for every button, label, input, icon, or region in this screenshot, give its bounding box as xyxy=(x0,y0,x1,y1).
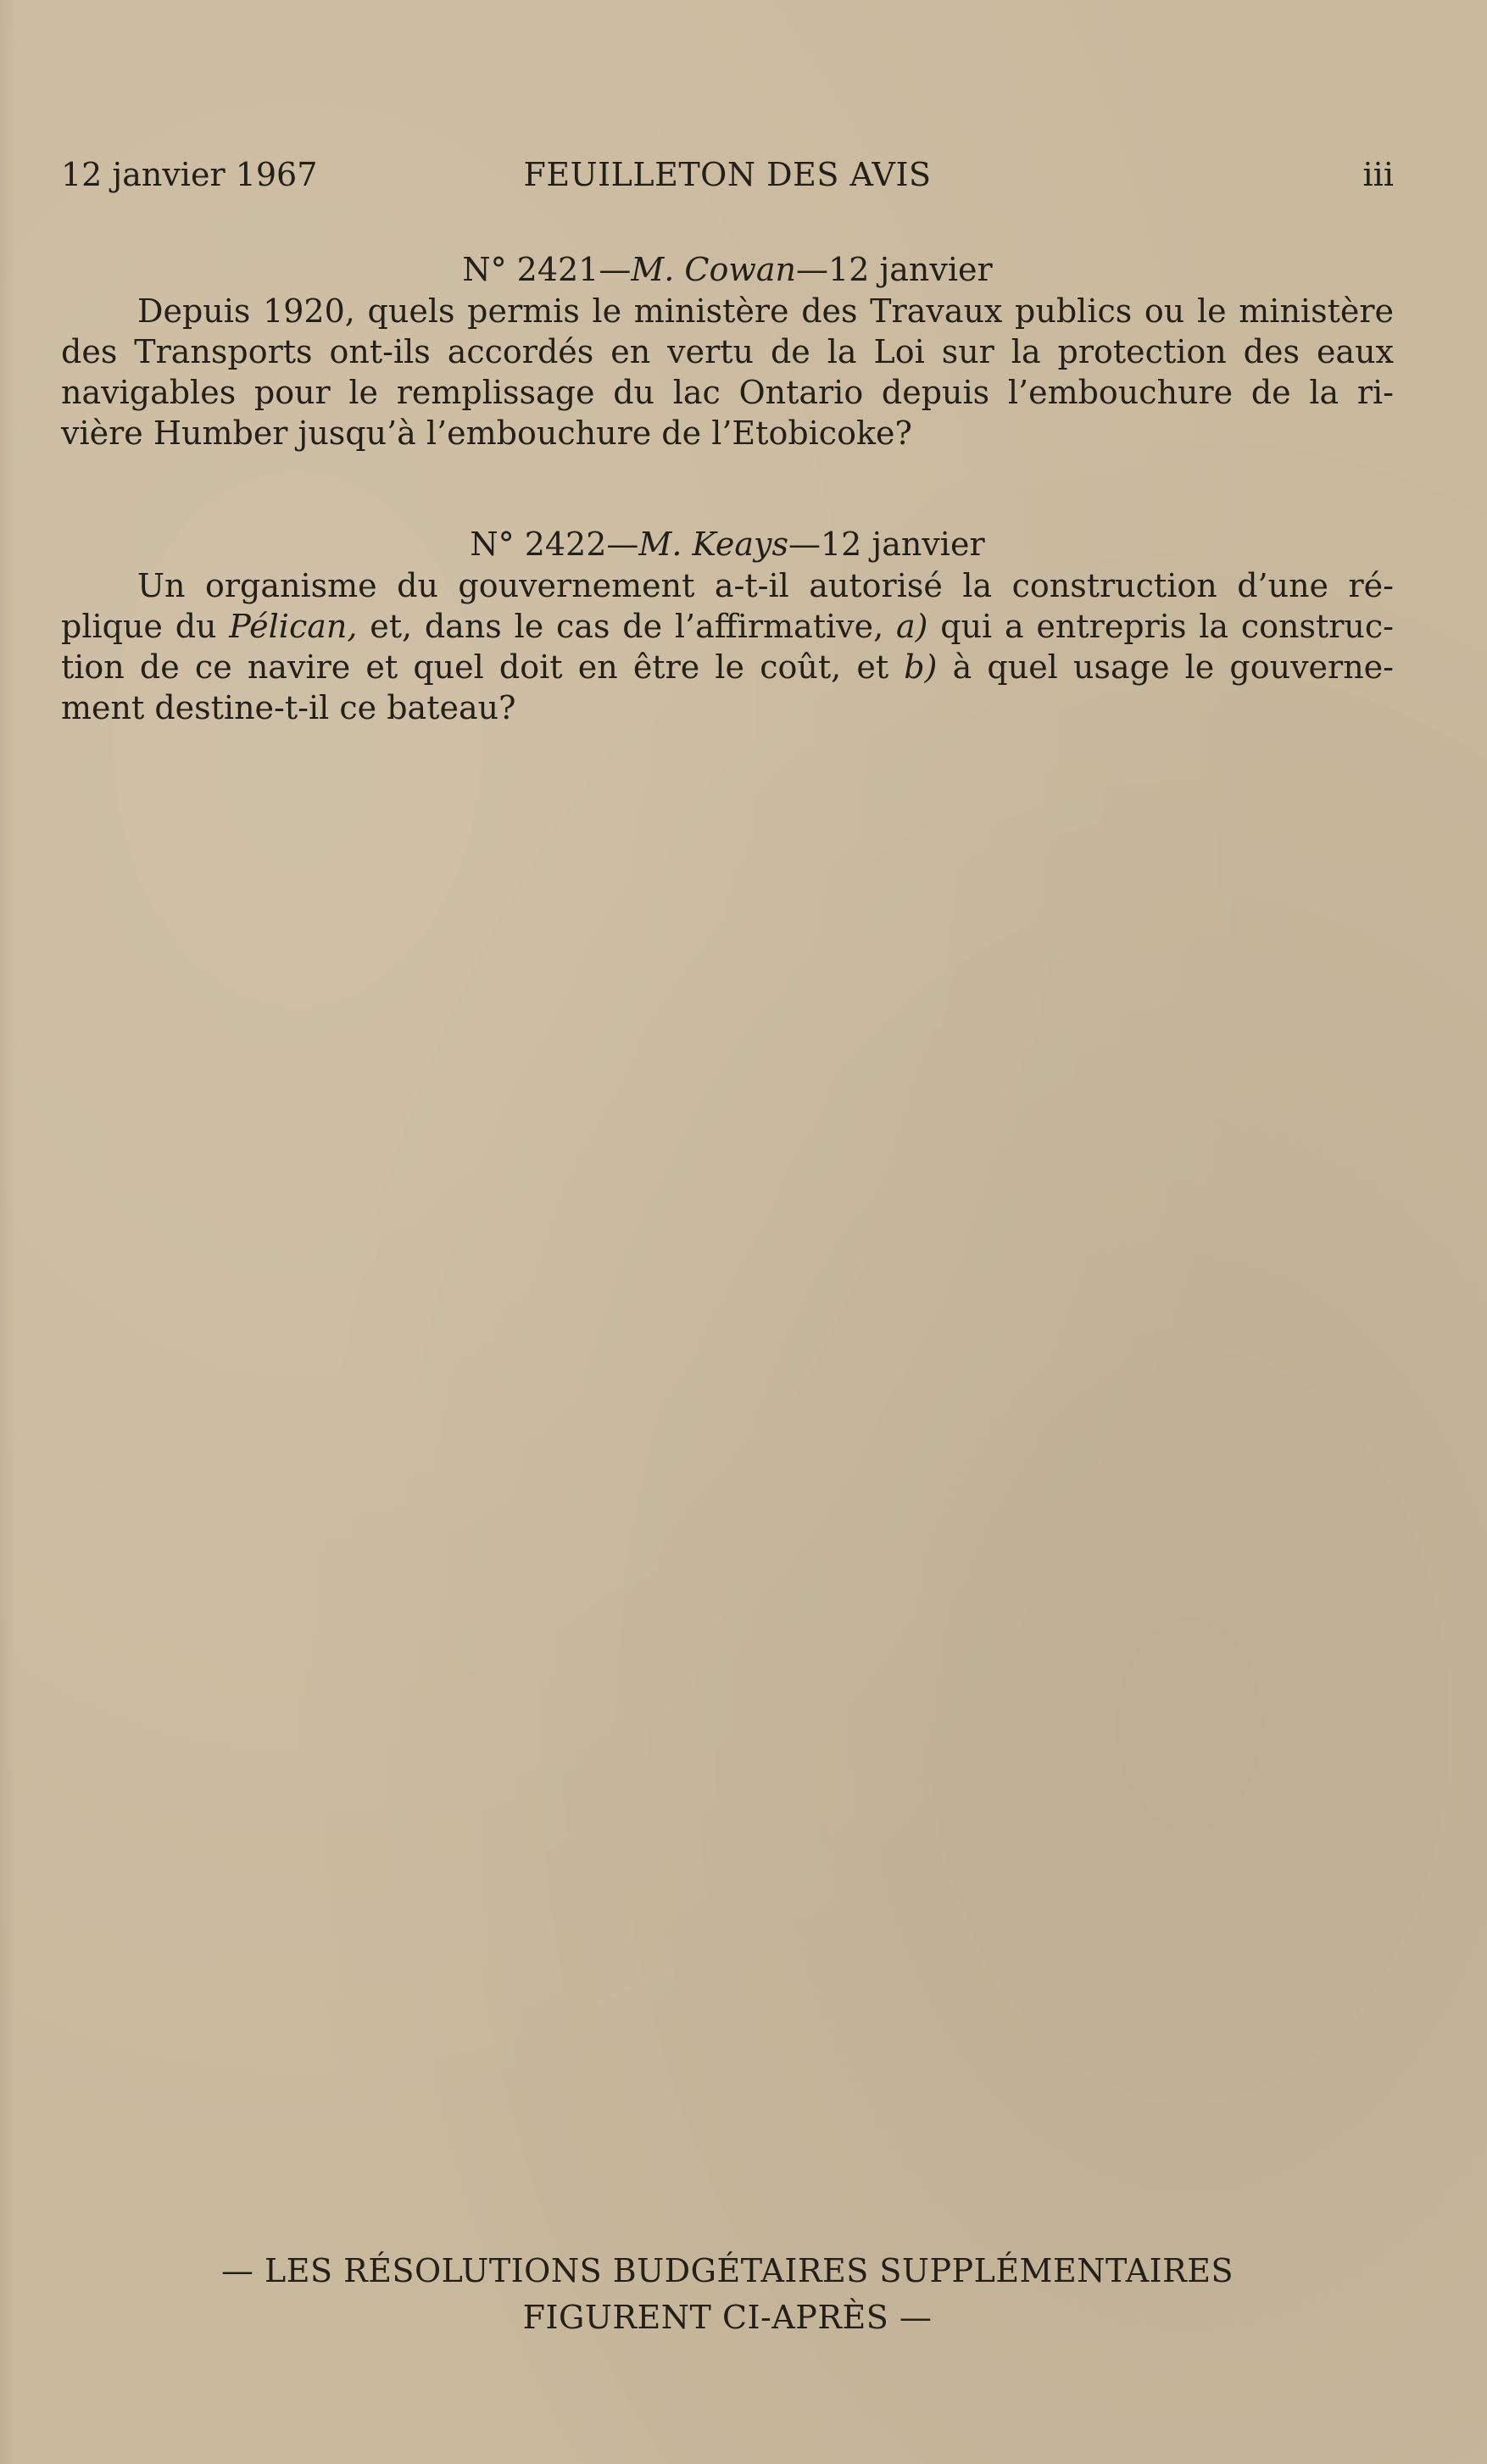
question-body xyxy=(61,291,1394,453)
question-line: tion de ce navire et quel doit en être le coût, et b) à quel usage le gouverne- xyxy=(61,648,1394,686)
footer-line: — LES RÉSOLUTIONS BUDGÉTAIRES SUPPLÉMENTAIRES xyxy=(220,2252,1234,2289)
question-heading xyxy=(61,248,1394,291)
header-date: 12 janvier 1967 xyxy=(61,156,318,193)
question-date: —12 janvier xyxy=(796,251,993,288)
supplementary-estimates-note xyxy=(61,2248,1394,2341)
question-2421 xyxy=(61,248,1394,453)
question-line: ment destine-t-il ce bateau? xyxy=(61,689,516,726)
question-2422 xyxy=(61,523,1394,728)
question-heading xyxy=(61,523,1394,565)
page-number: iii xyxy=(1362,156,1394,193)
footer-line: FIGURENT CI-APRÈS — xyxy=(522,2299,933,2336)
question-date: —12 janvier xyxy=(788,526,985,563)
italic-term: Pélican, xyxy=(229,608,358,645)
header-title: FEUILLETON DES AVIS xyxy=(523,156,932,193)
italic-term: b) xyxy=(904,648,938,686)
question-body xyxy=(61,565,1394,728)
running-header xyxy=(61,153,1394,197)
question-line: des Transports ont-ils accordés en vertu de la Loi sur la protection des eaux xyxy=(61,333,1394,370)
question-line: Depuis 1920, quels permis le ministère des Travaux publics ou le ministère xyxy=(137,292,1394,330)
question-number: N° 2421— xyxy=(462,251,632,288)
question-line: plique du Pélican, et, dans le cas de l’affirmative, a) qui a entrepris la construc- xyxy=(61,608,1394,645)
question-line: navigables pour le remplissage du lac Ontario depuis l’embouchure de la ri- xyxy=(61,374,1394,411)
question-member: M. Cowan xyxy=(631,251,797,288)
question-line: vière Humber jusqu’à l’embouchure de l’Etobicoke? xyxy=(61,414,912,452)
question-number: N° 2422— xyxy=(470,526,639,563)
question-member: M. Keays xyxy=(638,526,788,563)
italic-term: a) xyxy=(895,608,928,645)
question-line: Un organisme du gouvernement a-t-il autorisé la construction d’une ré- xyxy=(137,567,1394,604)
